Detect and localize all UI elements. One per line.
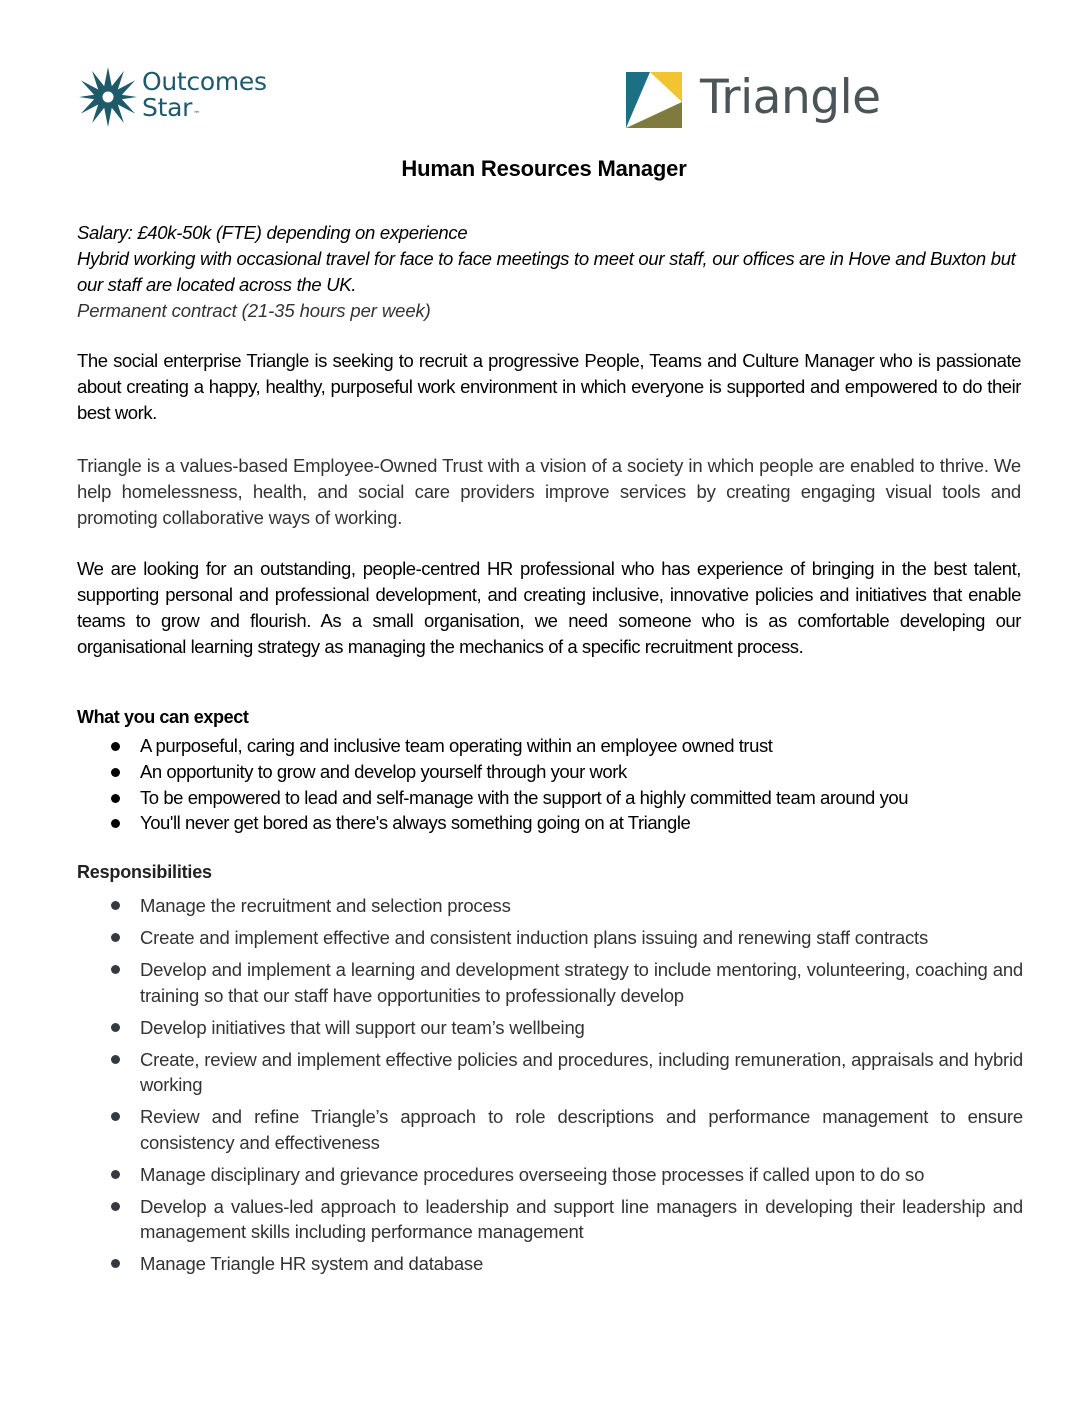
list-item (77, 893, 1027, 919)
list-item-text: Manage the recruitment and selection process (140, 895, 511, 916)
section-heading-expect: What you can expect (77, 707, 249, 727)
section-heading-responsibilities: Responsibilities (77, 862, 212, 882)
list-item (77, 1251, 1027, 1277)
star-word (142, 94, 200, 122)
trademark: ™ (193, 110, 200, 118)
list-item (77, 957, 1027, 1008)
page-title: Human Resources Manager (401, 156, 687, 181)
list-item-text: You'll never get bored as there's always something going on at Triangle (140, 812, 691, 834)
about-paragraph: Triangle is a values-based Employee-Owned Trust with a vision of a society in which people are enabled to thrive. We help homelessness, health, and social care providers improve services by creating engaging visual tools and promoting collaborative ways of working. (77, 455, 1021, 528)
list-item-text: Manage disciplinary and grievance procedures overseeing those processes if called upon to do so (140, 1163, 925, 1185)
star-text: Star (142, 93, 193, 122)
bullet-icon (111, 1055, 120, 1064)
list-item-text: Manage Triangle HR system and database (140, 1253, 484, 1274)
list-item-text: Develop and implement a learning and development strategy to include mentoring, volunteering, coaching and training so that our staff have opportunities to professionally develop (140, 959, 1023, 1006)
hybrid-working-line: Hybrid working with occasional travel for face to face meetings to meet our staff, our offices are in Hove and Buxton but our staff are located across the UK. (77, 248, 1016, 295)
list-item (77, 1104, 1027, 1155)
intro-paragraph: The social enterprise Triangle is seeking to recruit a progressive People, Teams and Culture Manager who is passionate about creating a happy, healthy, purposeful work environment in which everyone is supported and empowered to do their best work. (77, 350, 1021, 423)
bullet-icon (111, 1202, 120, 1211)
list-item (77, 733, 1027, 759)
list-item (77, 1015, 1027, 1041)
list-item (77, 785, 1027, 811)
triangle-logo (626, 72, 886, 128)
role-paragraph: We are looking for an outstanding, people-centred HR professional who has experience of bringing in the best talent, supporting personal and professional development, and creating inclusive, innovative policies and initiatives that enable teams to grow and flourish. As a small organisation, we need someone who is as comfortable developing our organisational learning strategy as managing the mechanics of a specific recruitment process. (77, 558, 1021, 657)
list-item (77, 810, 1027, 836)
salary-line: Salary: £40k-50k (FTE) depending on experience (77, 222, 468, 243)
bullet-icon (111, 742, 120, 751)
bullet-icon (111, 1259, 120, 1268)
contract-line: Permanent contract (21-35 hours per week) (77, 300, 431, 321)
list-item-text: Develop a values-led approach to leadership and support line managers in developing their leadership and management skills including performance management (140, 1195, 1023, 1242)
list-item (77, 925, 1027, 951)
bullet-icon (111, 794, 120, 803)
bullet-icon (111, 933, 120, 942)
list-item-text: An opportunity to grow and develop yourself through your work (140, 760, 627, 782)
bullet-icon (111, 1112, 120, 1121)
list-item (77, 1047, 1027, 1098)
triangle-word: Triangle (700, 70, 881, 125)
star-icon (78, 66, 138, 128)
outcomes-star-logo (78, 66, 267, 128)
responsibilities-list (77, 893, 1027, 1283)
bullet-icon (111, 965, 120, 974)
list-item-text: To be empowered to lead and self-manage with the support of a highly committed team around you (140, 786, 909, 808)
list-item (77, 1162, 1027, 1188)
bullet-icon (111, 1170, 120, 1179)
bullet-icon (111, 819, 120, 828)
expect-list (77, 733, 1027, 836)
list-item (77, 1194, 1027, 1245)
list-item-text: Create and implement effective and consistent induction plans issuing and renewing staff contracts (140, 927, 929, 948)
bullet-icon (111, 1023, 120, 1032)
bullet-icon (111, 901, 120, 910)
outcomes-word: Outcomes (142, 67, 267, 96)
bullet-icon (111, 768, 120, 777)
triangle-logo-icon (626, 72, 682, 128)
list-item (77, 759, 1027, 785)
list-item-text: A purposeful, caring and inclusive team operating within an employee owned trust (140, 735, 773, 756)
list-item-text: Develop initiatives that will support our team’s wellbeing (140, 1016, 585, 1038)
list-item-text: Review and refine Triangle’s approach to role descriptions and performance management to ensure consistency and effectiveness (140, 1106, 1023, 1153)
list-item-text: Create, review and implement effective policies and procedures, including remuneration, appraisals and hybrid working (140, 1048, 1023, 1095)
job-summary (77, 220, 1027, 324)
